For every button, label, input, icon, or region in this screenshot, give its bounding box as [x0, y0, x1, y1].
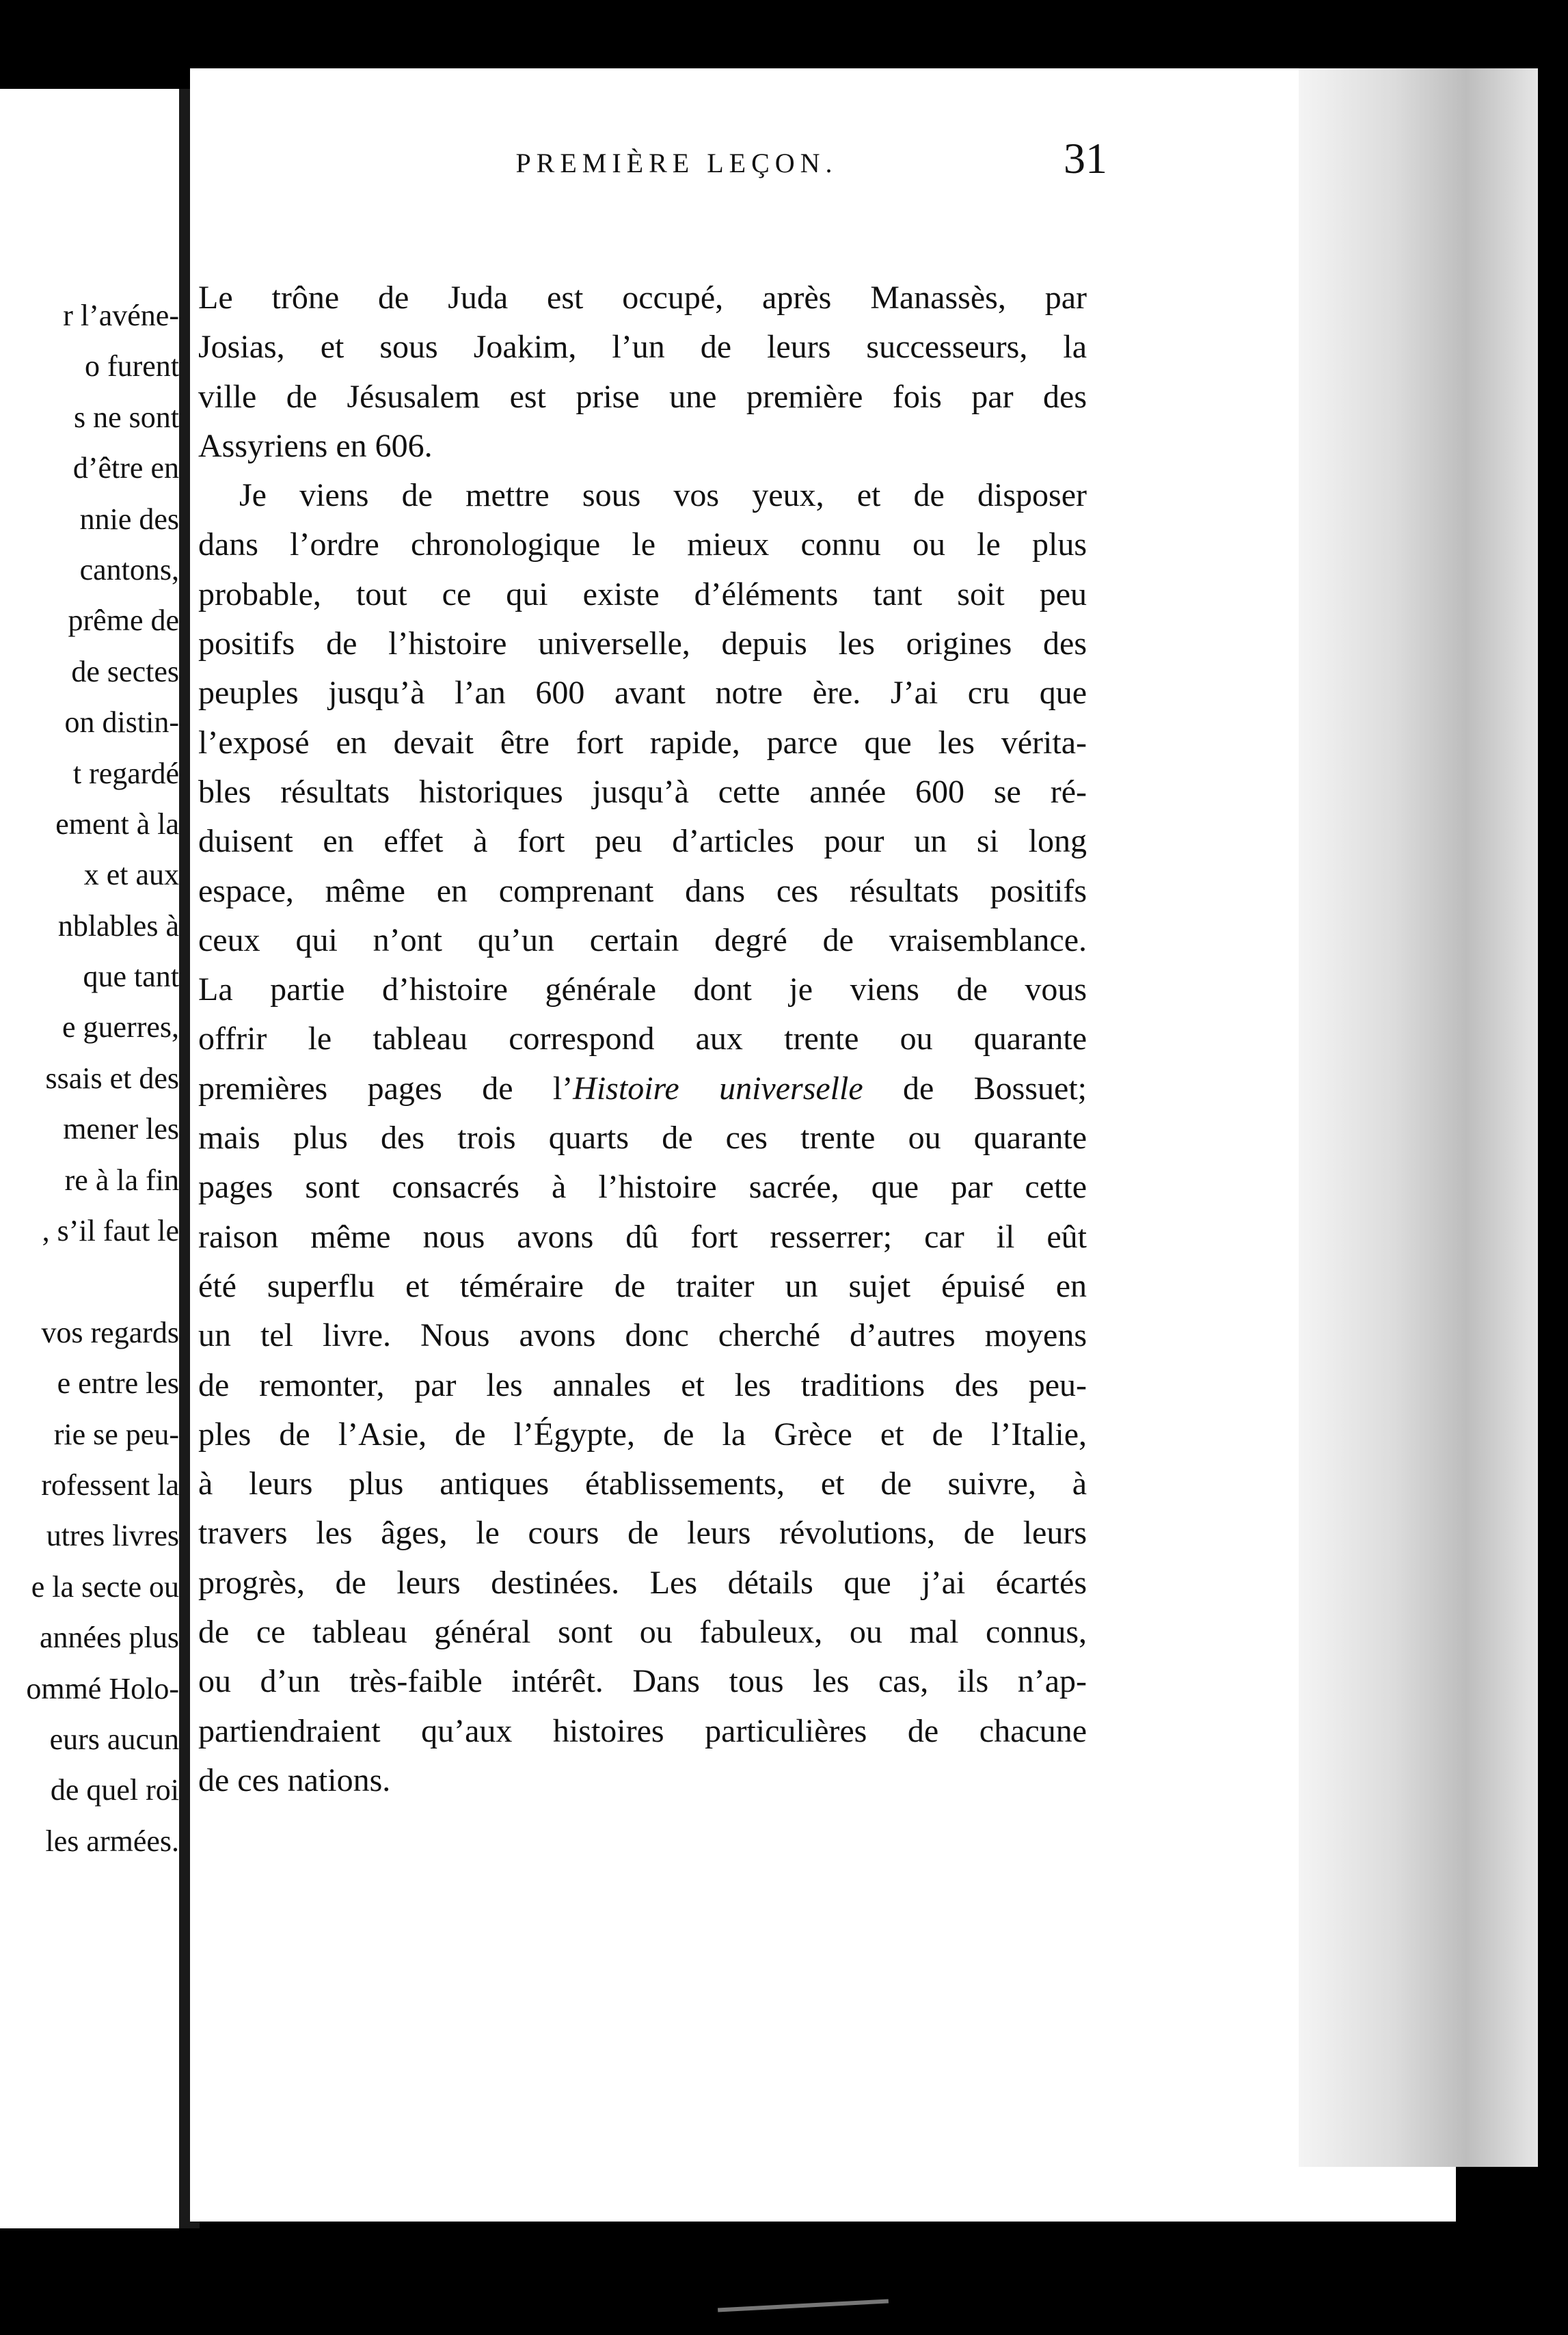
- left-line: vos regards: [41, 1315, 179, 1349]
- text-line: ples de l’Asie, de l’Égypte, de la Grèce et de l’Italie,: [198, 1416, 1087, 1453]
- left-line: re à la fin: [64, 1163, 179, 1197]
- text-line: raison même nous avons dû fort resserrer; car il eût: [198, 1218, 1087, 1255]
- left-line: nnie des: [79, 502, 179, 536]
- left-line: années plus: [39, 1621, 179, 1655]
- text-line: mais plus des trois quarts de ces trente ou quarante: [198, 1120, 1087, 1157]
- left-line: de sectes: [71, 654, 179, 688]
- left-line: les armées.: [45, 1824, 179, 1858]
- left-line: de quel roi: [50, 1773, 179, 1807]
- text-line: La partie d’histoire générale dont je viens de vous: [198, 971, 1087, 1008]
- left-line: e guerres,: [62, 1010, 179, 1044]
- text-line: offrir le tableau correspond aux trente ou quarante: [198, 1021, 1087, 1057]
- text-line: Josias, et sous Joakim, l’un de leurs successeurs, la: [198, 329, 1087, 366]
- left-line: e entre les: [57, 1366, 179, 1401]
- text-line: progrès, de leurs destinées. Les détails que j’ai écartés: [198, 1564, 1087, 1601]
- page-number: 31: [1064, 134, 1107, 183]
- left-line: , s’il faut le: [42, 1214, 179, 1248]
- left-line: x et aux: [83, 858, 179, 892]
- text-line: duisent en effet à fort peu d’articles pour un si long: [198, 823, 1087, 860]
- text-line: l’exposé en devait être fort rapide, parce que les vérita-: [198, 724, 1087, 761]
- text-line: été superflu et téméraire de traiter un sujet épuisé en: [198, 1267, 1087, 1304]
- left-line: d’être en: [72, 451, 179, 485]
- left-line: nblables à: [57, 908, 179, 943]
- text-fragment: premières pages de l’: [198, 1070, 573, 1107]
- left-line-gap: [0, 1256, 179, 1307]
- left-line: r l’avéne-: [63, 299, 179, 332]
- left-line: mener les: [63, 1112, 179, 1146]
- left-line: o furent: [84, 349, 179, 383]
- text-line: probable, tout ce qui existe d’éléments tant soit peu: [198, 576, 1087, 612]
- left-line: utres livres: [46, 1519, 179, 1553]
- text-fragment: de Bossuet;: [863, 1070, 1087, 1107]
- text-line: de ces nations.: [198, 1762, 391, 1798]
- text-line: Le trône de Juda est occupé, après Manassès, par: [198, 280, 1087, 316]
- text-line: pages sont consacrés à l’histoire sacrée, que par cette: [198, 1169, 1087, 1206]
- left-line: que tant: [83, 960, 179, 994]
- text-line: à leurs plus antiques établissements, et de suivre, à: [198, 1466, 1087, 1502]
- text-line: de ce tableau général sont ou fabuleux, ou mal connus,: [198, 1614, 1087, 1651]
- text-line: [198, 1064, 1087, 1113]
- book-title-italic: Histoire universelle: [573, 1070, 863, 1107]
- text-line: ou d’un très-faible intérêt. Dans tous les cas, ils n’ap-: [198, 1663, 1087, 1700]
- text-line: bles résultats historiques jusqu’à cette année 600 se ré-: [198, 773, 1087, 810]
- text-line: partiendraient qu’aux histoires particulières de chacune: [198, 1712, 1087, 1749]
- text-line: espace, même en comprenant dans ces résultats positifs: [198, 872, 1087, 909]
- left-line: eurs aucun: [49, 1722, 179, 1756]
- left-line: e la secte ou: [31, 1569, 179, 1604]
- text-line: travers les âges, le cours de leurs révolutions, de leurs: [198, 1515, 1087, 1552]
- left-page-text: [0, 291, 179, 1867]
- left-line: ement à la: [55, 807, 179, 841]
- text-line: ville de Jésusalem est prise une première fois par des: [198, 378, 1087, 415]
- text-line: un tel livre. Nous avons donc cherché d’autres moyens: [198, 1317, 1087, 1354]
- left-line: t regardé: [72, 756, 179, 790]
- left-page: [0, 89, 185, 2228]
- text-line: Assyriens en 606.: [198, 427, 433, 464]
- left-line: on distin-: [64, 705, 179, 740]
- scan-artifact: [718, 2299, 889, 2312]
- page-edges: [1299, 68, 1538, 2167]
- left-line: rie se peu-: [53, 1417, 179, 1451]
- text-line: de remonter, par les annales et les traditions des peu-: [198, 1366, 1087, 1403]
- text-line: Je viens de mettre sous vos yeux, et de disposer: [239, 477, 1087, 514]
- left-line: ommé Holo-: [26, 1671, 179, 1705]
- text-line: positifs de l’histoire universelle, depuis les origines des: [198, 625, 1087, 662]
- text-line: ceux qui n’ont qu’un certain degré de vraisemblance.: [198, 921, 1087, 958]
- left-line: cantons,: [79, 552, 179, 586]
- left-line: s ne sont: [74, 400, 179, 434]
- left-line: prême de: [68, 604, 179, 638]
- left-line: rofessent la: [41, 1468, 179, 1502]
- running-head: PREMIÈRE LEÇON.: [515, 148, 838, 178]
- text-line: dans l’ordre chronologique le mieux connu ou le plus: [198, 526, 1087, 563]
- body-text: [198, 273, 1087, 1805]
- text-line: peuples jusqu’à l’an 600 avant notre ère. J’ai cru que: [198, 675, 1087, 712]
- left-line: ssais et des: [45, 1061, 179, 1095]
